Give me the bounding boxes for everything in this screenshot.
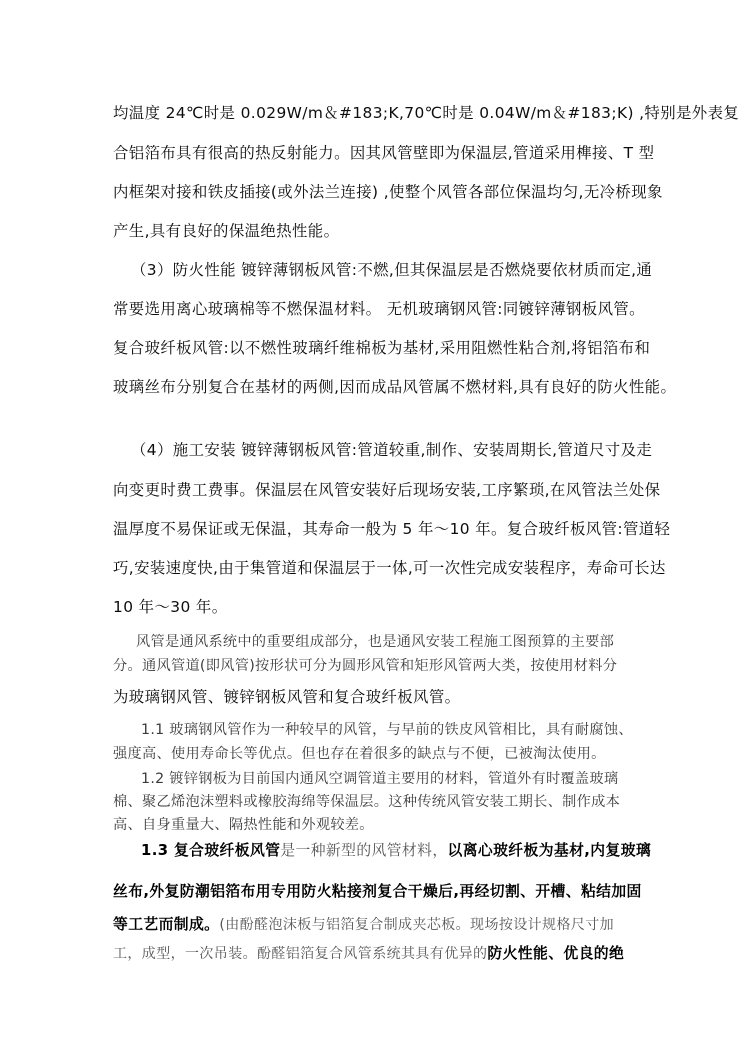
- paragraph-line: 10 年～30 年。: [113, 598, 228, 616]
- bold-text: 等工艺而制成。: [113, 916, 220, 933]
- paragraph-line: 温厚度不易保证或无保温，其寿命一般为 5 年～10 年。复合玻纤板风管:管道轻: [113, 520, 671, 538]
- paragraph-line: 高、自身重量大、隔热性能和外观较差。: [113, 817, 374, 833]
- paragraph-line: 复合玻纤板风管:以不燃性玻璃纤维棉板为基材,采用阻燃性粘合剂,将铝箔布和: [113, 339, 651, 357]
- paragraph-line: 1.2 镀锌钢板为目前国内通风空调管道主要用的材料，管道外有时覆盖玻璃: [141, 771, 619, 787]
- paragraph-line: 1.1 玻璃钢风管作为一种较早的风管，与早前的铁皮风管相比，具有耐腐蚀、: [141, 722, 633, 738]
- bold-text: 以离心玻纤板为基材,内复玻璃: [447, 842, 652, 859]
- bold-text: 防火性能、优良的绝: [487, 945, 625, 962]
- paragraph-line: [141, 839, 651, 860]
- paragraph-line: 产生,具有良好的保温绝热性能。: [113, 222, 340, 240]
- paragraph-line: 均温度 24℃时是 0.029W/m＆#183;K,70℃时是 0.04W/m＆#183;K) ,特别是外表复: [113, 104, 740, 122]
- paragraph-line: 分。通风管道(即风管)按形状可分为圆形风管和矩形风管两大类，按使用材料分: [113, 658, 618, 674]
- paragraph-line: 内框架对接和铁皮插接(或外法兰连接) ,使整个风管各部位保温均匀,无冷桥现象: [113, 183, 663, 201]
- paragraph-line: （3）防火性能 镀锌薄钢板风管:不燃,但其保温层是否燃烧要依材质而定,通: [131, 261, 653, 279]
- paragraph-line: 向变更时费工费事。保温层在风管安装好后现场安装,工序繁琐,在风管法兰处保: [113, 481, 661, 499]
- text-run: 是一种新型的风管材料，: [280, 842, 448, 859]
- paragraph-line: 为玻璃钢风管、镀锌钢板风管和复合玻纤板风管。: [113, 688, 461, 706]
- paragraph-line: 强度高、使用寿命长等优点。但也存在着很多的缺点与不便，已被淘汰使用。: [113, 746, 606, 762]
- paragraph-line: 合铝箔布具有很高的热反射能力。因其风管壁即为保温层,管道采用榫接、T 型: [113, 144, 655, 162]
- paragraph-line: [113, 942, 624, 963]
- paragraph-line: 丝布,外复防潮铝箔布用专用防火粘接剂复合干燥后,再经切割、开槽、粘结加固: [113, 883, 642, 900]
- paragraph-line: 玻璃丝布分别复合在基材的两侧,因而成品风管属不燃材料,具有良好的防火性能。: [113, 378, 677, 396]
- text-run: (由酚醛泡沫板与铝箔复合制成夹芯板。现场按设计规格尺寸加: [219, 917, 615, 933]
- paragraph-line: 巧,安装速度快,由于集管道和保温层于一体,可一次性完成安装程序，寿命可长达: [113, 559, 666, 577]
- paragraph-line: [113, 913, 614, 934]
- paragraph-line: 常要选用离心玻璃棉等不燃保温材料。 无机玻璃钢风管:同镀锌薄钢板风管。: [113, 300, 645, 318]
- text-run: 工，成型，一次吊装。酚醛铝箔复合风管系统其具有优异的: [113, 946, 488, 962]
- paragraph-line: 棉、聚乙烯泡沫塑料或橡胶海绵等保温层。这种传统风管安装工期长、制作成本: [113, 794, 621, 810]
- paragraph-line: 风管是通风系统中的重要组成部分，也是通风安装工程施工图预算的主要部: [136, 634, 615, 650]
- bold-heading: 1.3 复合玻纤板风管: [141, 842, 281, 859]
- paragraph-line: （4）施工安装 镀锌薄钢板风管:管道较重,制作、安装周期长,管道尺寸及走: [131, 441, 653, 459]
